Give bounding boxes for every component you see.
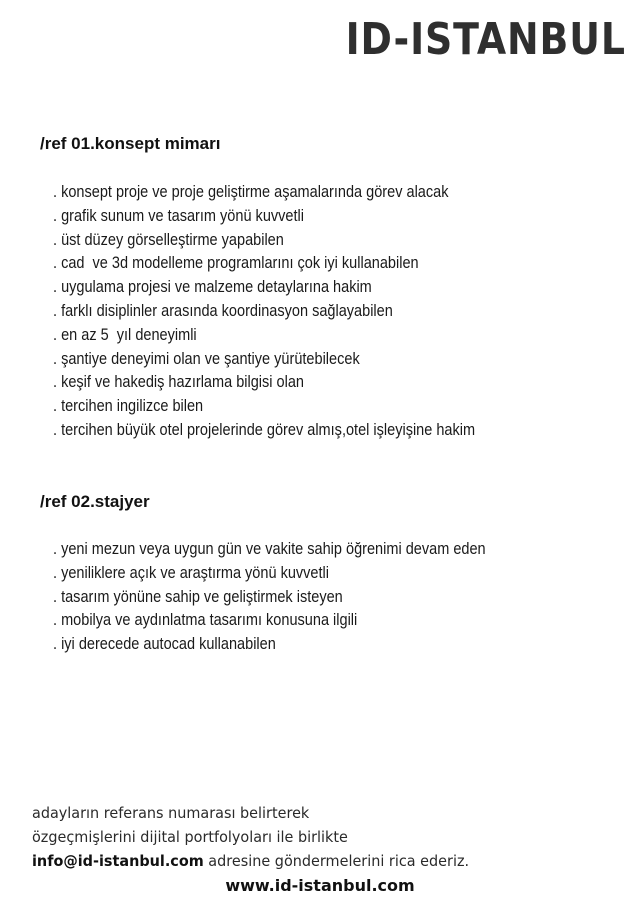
list-item: . en az 5 yıl deneyimli [53, 325, 197, 344]
ref-02-requirements-list [53, 538, 486, 657]
instructions-line-2: özgeçmişlerini dijital portfolyoları ile birlikte [32, 828, 348, 846]
list-item: . tercihen ingilizce bilen [53, 397, 204, 416]
list-item: . tasarım yönüne sahip ve geliştirmek isteyen [53, 587, 343, 606]
email-link[interactable]: info@id-istanbul.com [32, 852, 204, 870]
list-item: . yeniliklere açık ve araştırma yönü kuvvetli [53, 563, 329, 582]
website-link[interactable]: www.id-istanbul.com [225, 876, 415, 895]
list-item: . mobilya ve aydınlatma tasarımı konusuna ilgili [53, 611, 358, 630]
instructions-line-1: adayların referans numarası belirterek [32, 804, 310, 822]
list-item: . tercihen büyük otel projelerinde görev almış,otel işleyişine hakim [53, 420, 476, 439]
instructions-line-3 [32, 849, 469, 873]
application-instructions [32, 801, 469, 873]
list-item: . uygulama projesi ve malzeme detaylarına hakim [53, 278, 372, 297]
ref-01-title: /ref 01.konsept mimarı [40, 134, 221, 153]
ref-02-title: /ref 02.stajyer [40, 492, 150, 511]
list-item: . konsept proje ve proje geliştirme aşamalarında görev alacak [53, 183, 449, 201]
instructions-line-3-text: adresine göndermelerini rica ederiz. [203, 852, 470, 870]
list-item: . cad ve 3d modelleme programlarını çok iyi kullanabilen [53, 254, 419, 273]
list-item: . keşif ve hakediş hazırlama bilgisi olan [53, 373, 305, 392]
list-item: . şantiye deneyimi olan ve şantiye yürütebilecek [53, 349, 360, 368]
list-item: . yeni mezun veya uygun gün ve vakite sahip öğrenimi devam eden [53, 540, 486, 558]
list-item: . farklı disiplinler arasında koordinasyon sağlayabilen [53, 301, 393, 320]
company-logo: ID-ISTANBUL [345, 14, 626, 65]
list-item: . iyi derecede autocad kullanabilen [53, 635, 276, 654]
ref-01-requirements-list [53, 181, 475, 443]
list-item: . üst düzey görselleştirme yapabilen [53, 230, 284, 249]
list-item: . grafik sunum ve tasarım yönü kuvvetli [53, 206, 304, 225]
